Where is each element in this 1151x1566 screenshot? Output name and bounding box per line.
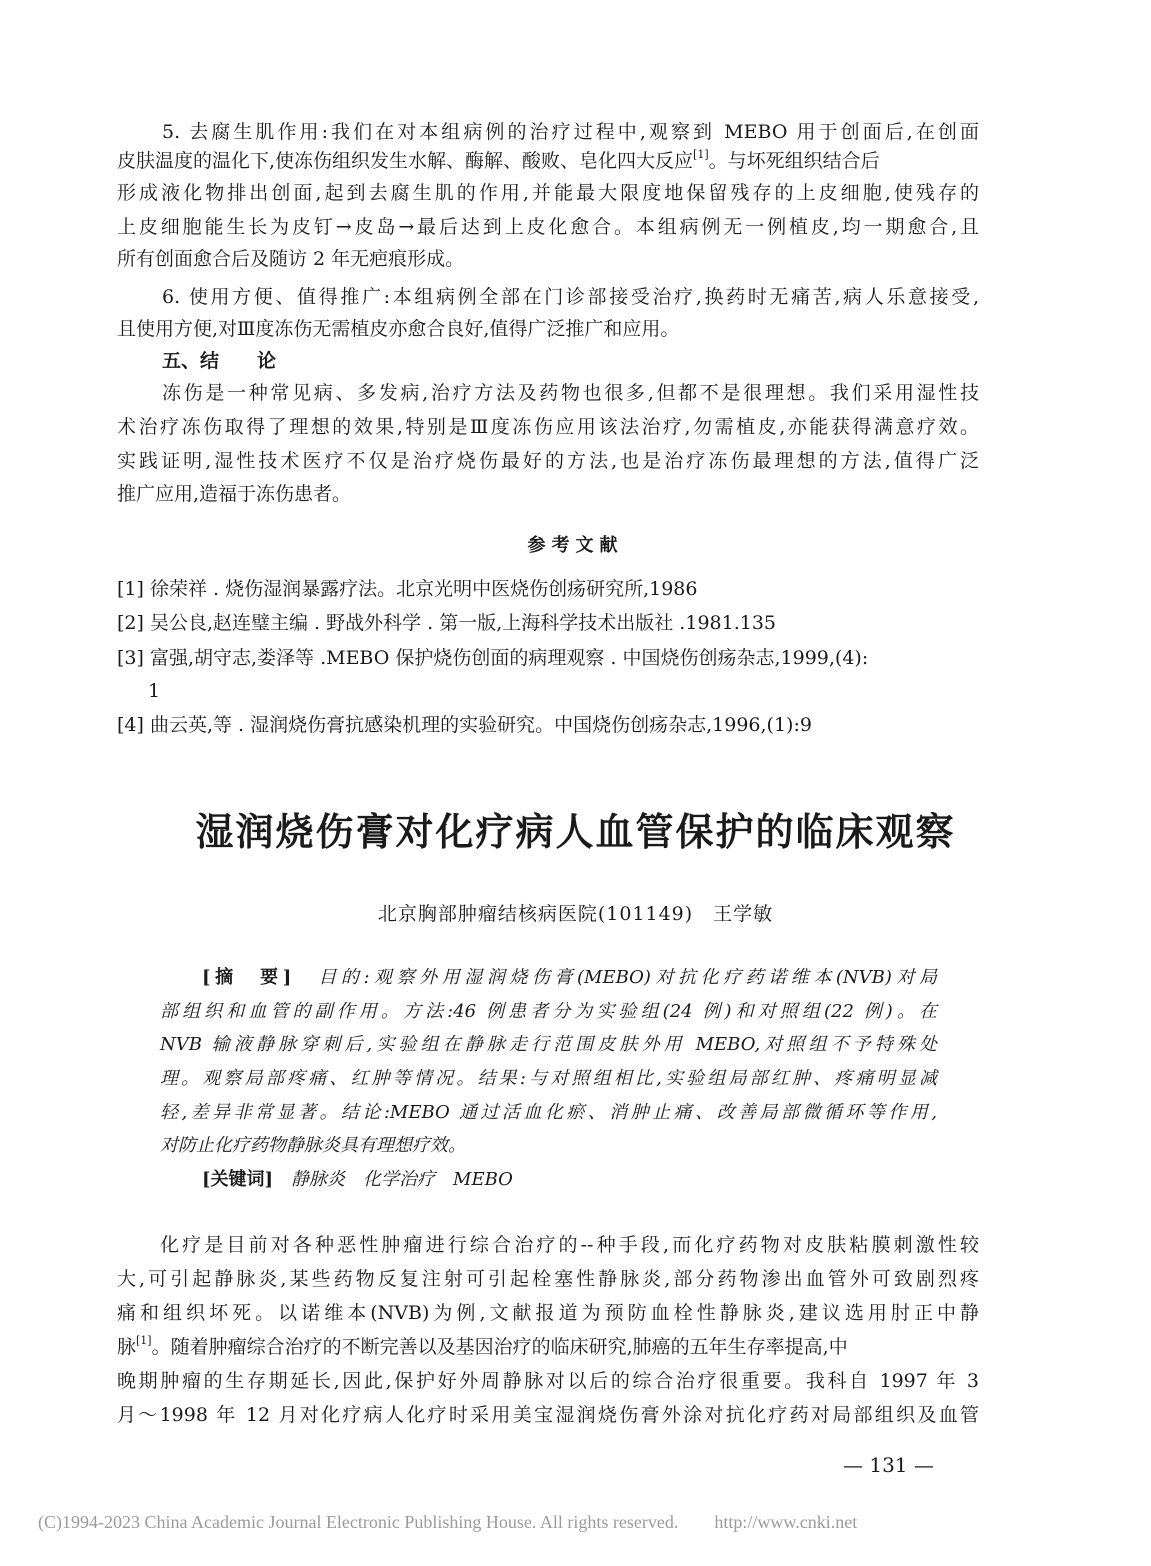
paragraph-line: 6. 使用方便、值得推广:本组病例全部在门诊部接受治疗,换药时无痛苦,病人乐意接受,	[162, 286, 979, 308]
paragraph-line: 月～1998 年 12 月对化疗病人化疗时采用美宝湿润烧伤膏外涂对抗化疗药对局部组织及血管	[117, 1404, 979, 1426]
copyright-footer: (C)1994-2023 China Academic Journal Electronic Publishing House. All rights reserved. http://www.cnki.net	[38, 1512, 858, 1532]
abstract-line	[202, 965, 937, 991]
abstract-label: [摘 要]	[202, 967, 292, 988]
keywords-label: [关键词]	[202, 1169, 274, 1190]
paragraph-line: 痛和组织坏死。以诺维本(NVB)为例,文献报道为预防血栓性静脉炎,建议选用肘正中静	[117, 1302, 979, 1324]
reference-item-continuation: 1	[148, 680, 161, 702]
keywords-line	[202, 1167, 937, 1193]
paragraph-line: 实践证明,湿性技术医疗不仅是治疗烧伤最好的方法,也是治疗冻伤最理想的方法,值得广泛	[117, 450, 979, 472]
text-span: 。随着肿瘤综合治疗的不断完善以及基因治疗的临床研究,肺癌的五年生存率提高,中	[151, 1336, 848, 1358]
reference-item: [2] 吴公良,赵连璧主编 . 野战外科学 . 第一版,上海科学技术出版社 .1981.135	[117, 612, 777, 634]
abstract-line: 理。观察局部疼痛、红肿等情况。结果:与对照组相比,实验组局部红肿、疼痛明显减	[160, 1068, 937, 1089]
article-title: 湿润烧伤膏对化疗病人血管保护的临床观察	[195, 810, 956, 854]
paragraph-line: 晚期肿瘤的生存期延长,因此,保护好外周静脉对以后的综合治疗很重要。我科自 1997 年 3	[117, 1370, 979, 1392]
paragraph-line: 5. 去腐生肌作用:我们在对本组病例的治疗过程中,观察到 MEBO 用于创面后,在创面	[162, 121, 979, 143]
reference-item: [1] 徐荣祥 . 烧伤湿润暴露疗法。北京光明中医烧伤创疡研究所,1986	[117, 578, 698, 600]
paragraph-line: 所有创面愈合后及随访 2 年无疤痕形成。	[117, 248, 465, 270]
paragraph-line: 化疗是目前对各种恶性肿瘤进行综合治疗的--种手段,而化疗药物对皮肤粘膜刺激性较	[160, 1234, 979, 1256]
text-span: 目的:观察外用湿润烧伤膏(MEBO)对抗化疗药诺维本(NVB)对局	[318, 967, 937, 988]
author-affiliation: 北京胸部肿瘤结核病医院(101149) 王学敏	[377, 903, 774, 925]
section-heading: 五、结 论	[162, 350, 277, 372]
keywords-text: 静脉炎 化学治疗 MEBO	[291, 1169, 513, 1190]
abstract-line: 对防止化疗药物静脉炎具有理想疗效。	[160, 1135, 466, 1156]
reference-item: [3] 富强,胡守志,娄泽等 .MEBO 保护烧伤创面的病理观察 . 中国烧伤创疡杂志,1999,(4):	[117, 647, 869, 669]
abstract-line: NVB 输液静脉穿刺后,实验组在静脉走行范围皮肤外用 MEBO,对照组不予特殊处	[160, 1034, 937, 1055]
abstract-line: 轻,差异非常显著。结论:MEBO 通过活血化瘀、消肿止痛、改善局部微循环等作用,	[160, 1102, 937, 1123]
paragraph-line	[117, 148, 880, 174]
paragraph-line: 推广应用,造福于冻伤患者。	[117, 483, 352, 505]
paragraph-line: 上皮细胞能生长为皮钉→皮岛→最后达到上皮化愈合。本组病例无一例植皮,均一期愈合,且	[117, 216, 979, 238]
paragraph-line: 冻伤是一种常见病、多发病,治疗方法及药物也很多,但都不是很理想。我们采用湿性技	[162, 382, 979, 404]
citation-sup: [1]	[136, 1334, 152, 1347]
paragraph-line: 大,可引起静脉炎,某些药物反复注射可引起栓塞性静脉炎,部分药物渗出血管外可致剧烈疼	[117, 1268, 979, 1290]
citation-sup: [1]	[693, 148, 709, 161]
page-number: — 131 —	[843, 1453, 934, 1477]
paragraph-line: 术治疗冻伤取得了理想的效果,特别是Ⅲ度冻伤应用该法治疗,勿需植皮,亦能获得满意疗效。	[117, 416, 979, 438]
text-span: 。与坏死组织结合后	[708, 150, 880, 172]
text-span: 脉	[117, 1336, 137, 1358]
paragraph-line	[117, 1334, 848, 1360]
paragraph-line: 形成液化物排出创面,起到去腐生肌的作用,并能最大限度地保留残存的上皮细胞,使残存的	[117, 182, 979, 204]
abstract-line: 部组织和血管的副作用。方法:46 例患者分为实验组(24 例)和对照组(22 例)。在	[160, 1001, 937, 1022]
text-span: 皮肤温度的温化下,使冻伤组织发生水解、酶解、酸败、皂化四大反应	[117, 150, 694, 172]
reference-item: [4] 曲云英,等 . 湿润烧伤膏抗感染机理的实验研究。中国烧伤创疡杂志,1996,(1):9	[117, 714, 812, 736]
paragraph-line: 且使用方便,对Ⅲ度冻伤无需植皮亦愈合良好,值得广泛推广和应用。	[117, 318, 680, 340]
references-heading: 参考文献	[527, 535, 624, 556]
